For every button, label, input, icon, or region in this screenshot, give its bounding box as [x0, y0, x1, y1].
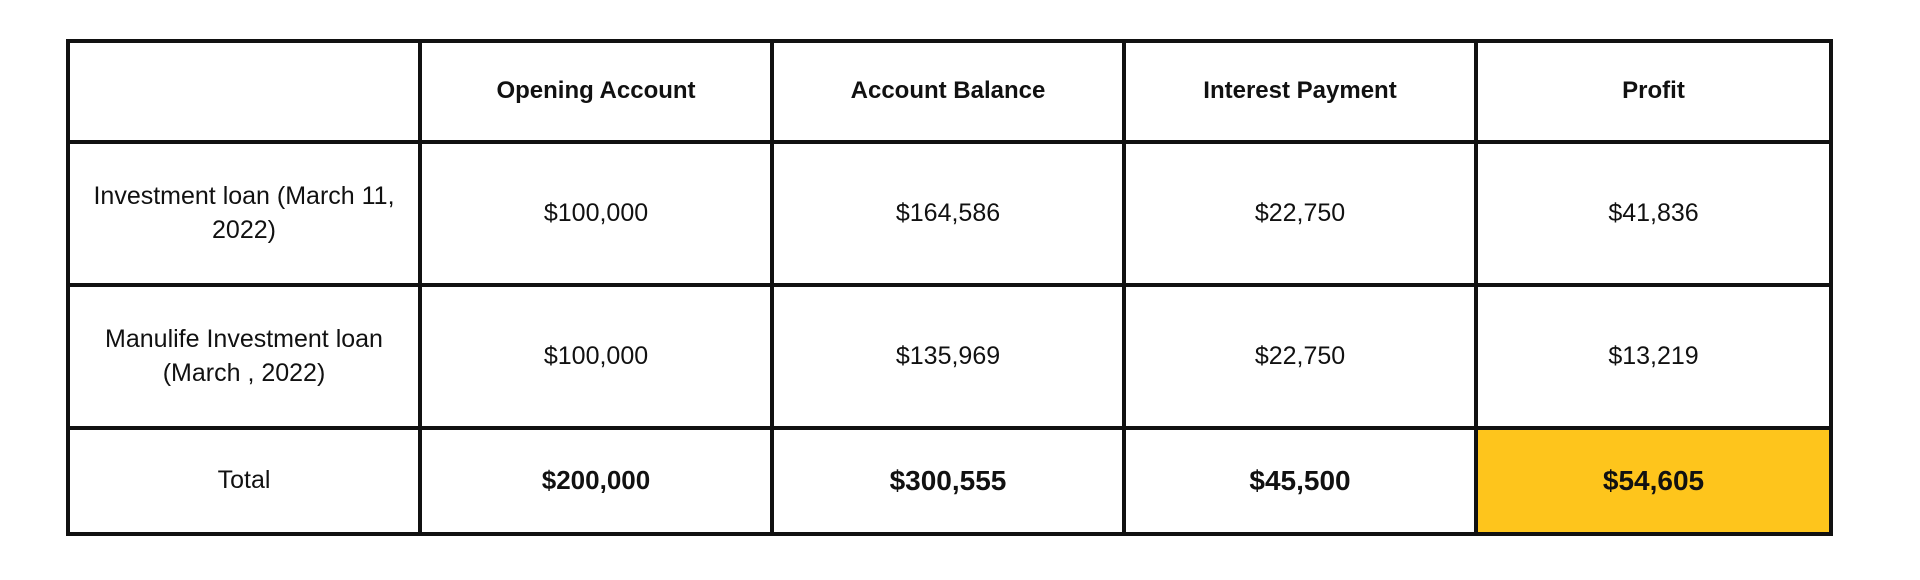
column-header-profit: Profit: [1476, 41, 1831, 142]
total-account-balance-cell: $300,555: [772, 428, 1124, 534]
total-label: Total: [68, 428, 420, 534]
account-balance-cell: $135,969: [772, 285, 1124, 428]
column-header-interest-payment: Interest Payment: [1124, 41, 1476, 142]
total-interest-payment-cell: $45,500: [1124, 428, 1476, 534]
total-profit-cell: $54,605: [1476, 428, 1831, 534]
row-label: Manulife Investment loan (March , 2022): [68, 285, 420, 428]
interest-payment-cell: $22,750: [1124, 285, 1476, 428]
column-header-opening-account: Opening Account: [420, 41, 772, 142]
column-header-account-balance: Account Balance: [772, 41, 1124, 142]
opening-account-cell: $100,000: [420, 285, 772, 428]
profit-cell: $13,219: [1476, 285, 1831, 428]
table-row: [68, 142, 1831, 285]
row-label: Investment loan (March 11, 2022): [68, 142, 420, 285]
column-header-blank: [68, 41, 420, 142]
interest-payment-cell: $22,750: [1124, 142, 1476, 285]
table-total-row: [68, 428, 1831, 534]
profit-cell: $41,836: [1476, 142, 1831, 285]
total-opening-account-cell: $200,000: [420, 428, 772, 534]
investment-summary-table: [66, 39, 1833, 536]
opening-account-cell: $100,000: [420, 142, 772, 285]
account-balance-cell: $164,586: [772, 142, 1124, 285]
table-header-row: [68, 41, 1831, 142]
table-row: [68, 285, 1831, 428]
